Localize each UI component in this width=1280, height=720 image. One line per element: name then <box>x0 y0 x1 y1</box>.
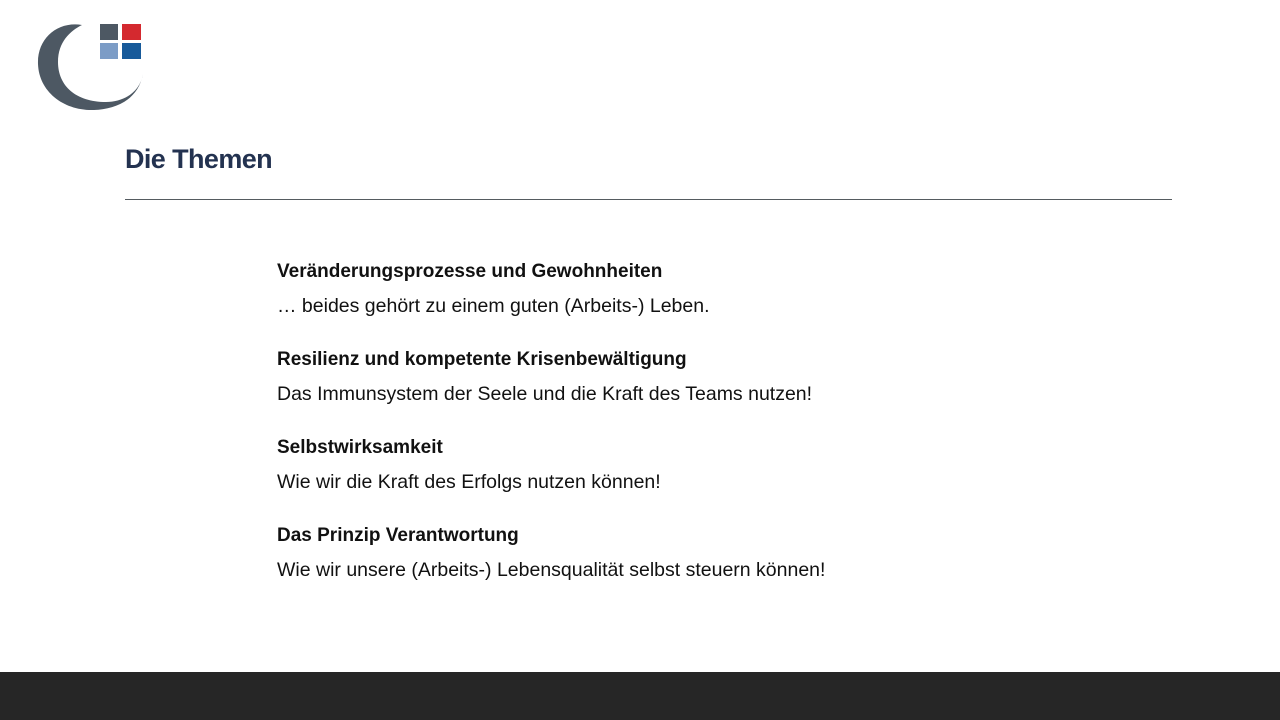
topic-text: Wie wir unsere (Arbeits-) Lebensqualität selbst steuern können! <box>277 559 826 581</box>
slide-title: Die Themen <box>125 144 273 174</box>
topic-heading: Das Prinzip Verantwortung <box>277 525 519 546</box>
topic-list <box>277 258 1157 610</box>
logo-square-bottom-right <box>122 43 141 59</box>
title-divider <box>125 199 1172 200</box>
footer-bar <box>0 672 1280 720</box>
logo-square-top-right <box>122 24 141 40</box>
topic-item <box>277 434 1157 522</box>
company-logo <box>34 18 150 114</box>
topic-heading: Resilienz und kompetente Krisenbewältigung <box>277 349 687 370</box>
topic-text: Wie wir die Kraft des Erfolgs nutzen können! <box>277 471 661 493</box>
topic-text: … beides gehört zu einem guten (Arbeits-) Leben. <box>277 295 710 317</box>
topic-item <box>277 522 1157 610</box>
topic-text: Das Immunsystem der Seele und die Kraft des Teams nutzen! <box>277 383 813 405</box>
topic-heading: Veränderungsprozesse und Gewohnheiten <box>277 261 663 282</box>
logo-square-top-left <box>100 24 118 40</box>
topic-item <box>277 258 1157 346</box>
company-logo-icon <box>34 18 150 114</box>
topic-heading: Selbstwirksamkeit <box>277 437 443 458</box>
topic-item <box>277 346 1157 434</box>
logo-square-bottom-left <box>100 43 118 59</box>
